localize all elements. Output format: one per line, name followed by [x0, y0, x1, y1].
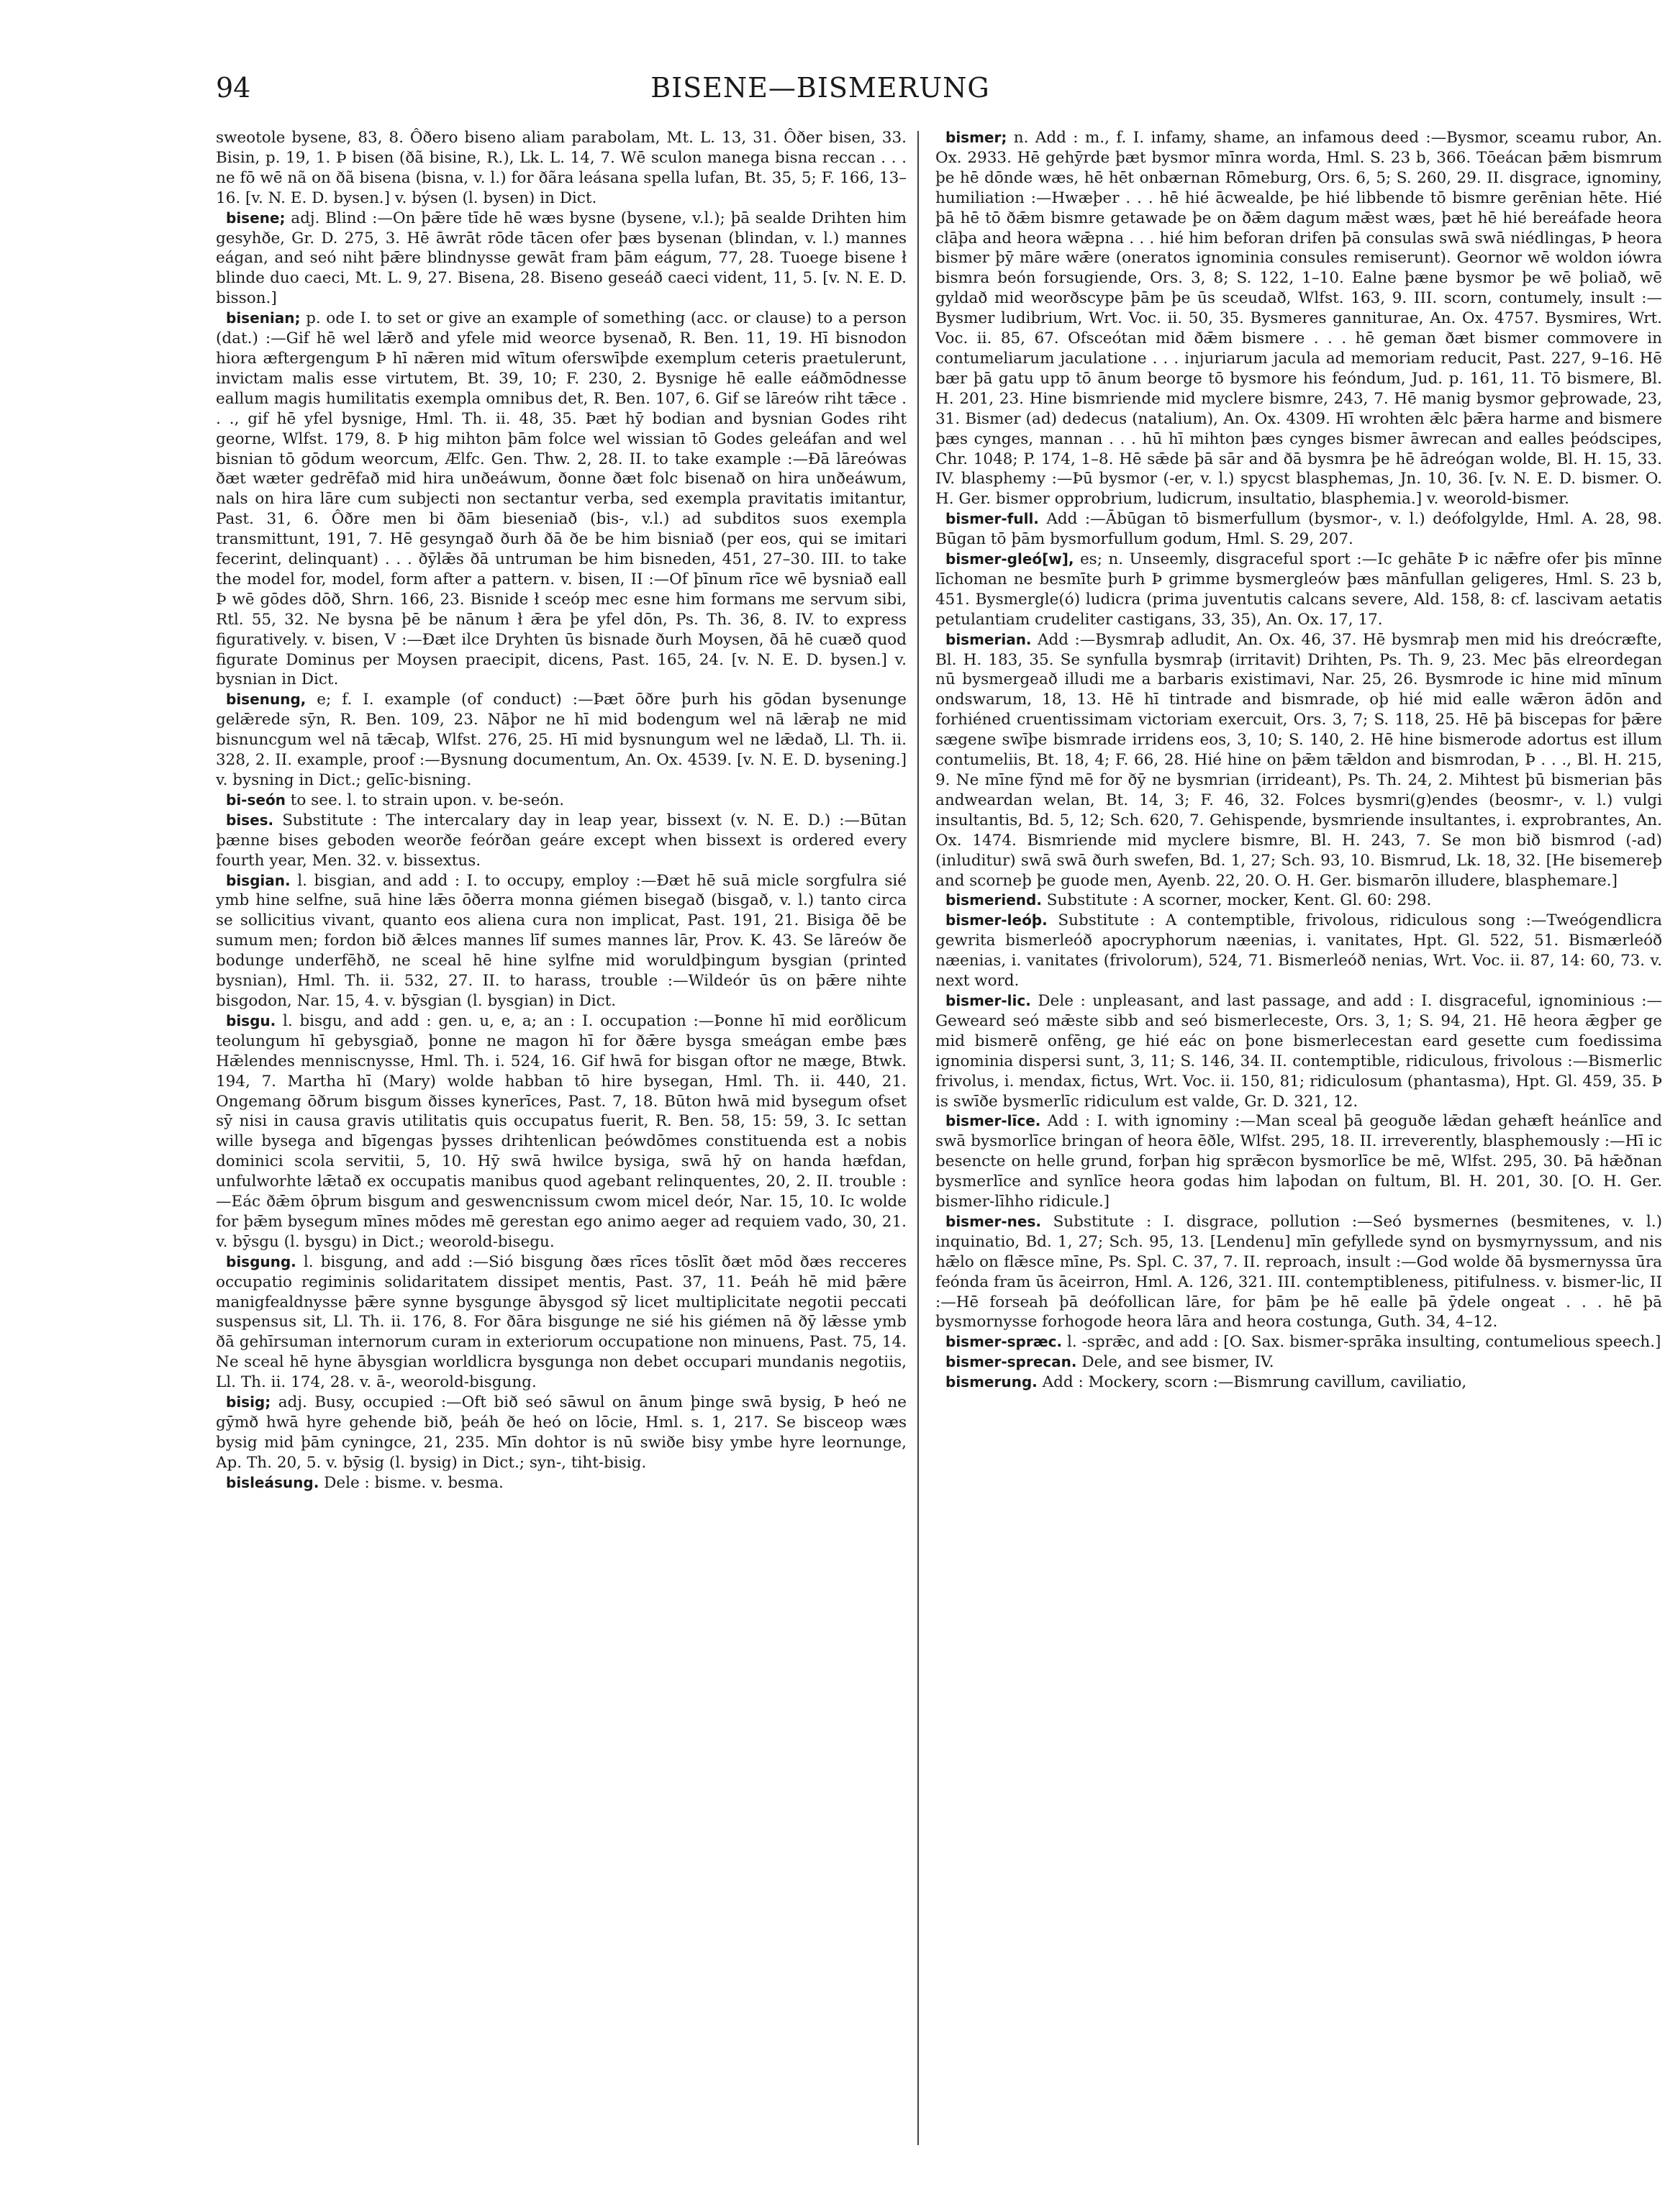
- entry-text: Substitute : I. disgrace, pollution :—Seó bysmernes (besmitenes, v. l.) inquinatio, Bd. 1, 27; Sch. 95, 13. [Lendenu] mīn gefyllede synd on bysmyrnyssum, and nis hǣlo on flǣsce mīne, Ps. Spl. C. 37, 7. II. reproach, insult :—God wolde ðā bysmernyssa ūra feónda fram ūs āceirron, Hml. A. 126, 321. III. contemptibleness, pitifulness. v. bismer-lic, II :—Hē forseah þā deófollican lāre, for þām þe hē ealle þā ȳdele ongeat . . . hē þā bysmornysse forhogode heora lāra and heora costunga, Guth. 34, 4–12.: [935, 1212, 1662, 1332]
- dictionary-entry: [216, 871, 907, 1011]
- entry-headword: bismerian.: [945, 630, 1032, 648]
- entry-text: Dele : unpleasant, and last passage, and add : I. disgraceful, ignominious :—Geweard seó mǣste sibb and seó bismerleceste, Ors. 3, 1; S. 94, 21. Hē heora ǣgþer ge mid bismerē onfēng, ge hié eác on þone bismerlecestan eard gesette cum foedissima ignominia dispersi sunt, 3, 11; S. 146, 34. II. contemptible, ridiculous, frivolous :—Bismerlic frivolus, i. mendax, fictus, Wrt. Voc. ii. 150, 81; ridiculosum (phantasma), Hpt. Gl. 459, 35. Þ is swīðe bysmerlīc ridiculum est valde, Gr. D. 321, 12.: [935, 991, 1662, 1111]
- dictionary-entry: [935, 1373, 1662, 1393]
- entry-text: Add :—Ābūgan tō bismerfullum (bysmor-, v. l.) deófolgylde, Hml. A. 28, 98. Būgan tō þām bysmorfullum godum, Hml. S. 29, 207.: [935, 510, 1662, 549]
- dictionary-entry: [216, 811, 907, 871]
- dictionary-entry: [216, 1393, 907, 1473]
- entry-text: Substitute : A contemptible, frivolous, ridiculous song :—Tweógendlicra gewrita bismerleóð apocryphorum næenias, i. vanitates, Hpt. Gl. 522, 51. Bismærleóð næenias, i. vanitates (frivolorum), 524, 71. Bismerleóð nenias, Wrt. Voc. ii. 87, 14: 60, 73. v. next word.: [935, 911, 1662, 991]
- entry-text: Substitute : A scorner, mocker, Kent. Gl. 60: 298.: [1046, 891, 1432, 910]
- entry-text: Dele : bisme. v. besma.: [324, 1473, 504, 1492]
- entry-headword: bismer-lic.: [945, 991, 1031, 1009]
- dictionary-entry: [935, 1352, 1662, 1373]
- entry-text: to see. l. to strain upon. v. be-seón.: [290, 791, 565, 809]
- entry-text: Add :—Bysmraþ adludit, An. Ox. 46, 37. Hē bysmraþ men mid his dreócræfte, Bl. H. 183, 35. Se synfulla bysmraþ (irritavit) Drihten, Ps. Th. 9, 23. Mec þās elreordegan nū bysmergeað illudi me a barbaris existimavi, Nar. 25, 26. Bysmrode ic hine mid mīnum ondswarum, 18, 13. Hē hī tintrade and bismrade, oþ hié mid ealle wǣron ādōn and forhiéned cruentissimam victoriam exercuit, Ors. 3, 7; S. 118, 25. Hē þā biscepas for þǣre sægene swīþe bismrade irridens eos, 3, 10; S. 140, 2. Hē hine bismerode adortus est illum contumeliis, Bt. 18, 4; F. 66, 28. Hié hine on þǣm tǣldon and bismrodan, Þ . . ., Bl. H. 215, 9. Ne mīne fȳnd mē for ðȳ ne bysmrian (irrideant), Ps. Th. 24, 2. Mihtest þū bismerian þās andweardan welan, Bt. 14, 3; F. 46, 32. Folces bysmri(g)endes (beosmr-, v. l.) vulgi insultantis, Bd. 5, 12; Sch. 620, 7. Gehispende, bysmriende insultantes, i. exprobrantes, An. Ox. 1474. Bismriende mid myclere bismre, Bl. H. 243, 7. Se mon bið bismrod (-ad) (inluditur) swā swā ðurh swefen, Bd. 1, 27; Sch. 93, 10. Bismrud, Lk. 18, 32. [He bisemereþ and scorneþ þe guode men, Ayenb. 22, 20. O. H. Ger. bismarōn illudere, blasphemare.]: [935, 630, 1662, 890]
- entry-headword: bismer-spræc.: [945, 1333, 1063, 1351]
- dictionary-entry: [216, 1473, 907, 1493]
- dictionary-entry: [216, 209, 907, 309]
- column-divider: [917, 131, 919, 2145]
- entry-headword: bisenian;: [226, 309, 301, 327]
- page-number: 94: [216, 72, 251, 104]
- entry-text: p. ode I. to set or give an example of something (acc. or clause) to a person (dat.) :—Gif hē wel lǣrð and yfele mid weorce bysenað, R. Ben. 11, 19. Hī bisnodon hiora æftergengum Þ hī nǣren mid wītum oferswīþde exemplum ceteris praetulerunt, invictam malis esse virtutem, Bt. 39, 10; F. 230, 2. Bysnige hē ealle eáðmōdnesse eallum magis humilitatis exempla omnibus det, R. Ben. 107, 6. Gif se lāreów riht tǣce . . ., gif hē yfel bysnige, Hml. Th. ii. 48, 35. Þæt hȳ bodian and bysnian Godes riht georne, Wlfst. 179, 8. Þ hig mihton þām folce wel wissian tō Godes geleáfan and wel bisnian tō gōdum weorcum, Ælfc. Gen. Thw. 2, 28. II. to take example :—Ðā lāreówas ðæt wæter gedrēfað mid hira unðeáwum, ðonne ðæt folc bisenað on hira unðeáwum, nals on hira lāre cum subjecti non sectantur verba, sed exempla pravitatis imitantur, Past. 31, 6. Ôðre men bi ðām bieseniað (bis-, v.l.) ad subditos suos exempla transmittunt, 191, 7. Hē gesyngað ðurh ðā ðe be him bisniað (per eos, qui se imitari fecerint, delinquant) . . . ðȳlǣs ðā untruman be him bisneden, 451, 27–30. III. to take the model for, model, form after a pattern. v. bisen, II :—Of þīnum rīce wē bysniað eall Þ wē gōdes dōð, Shrn. 166, 23. Bisnide ł sceóp mec esne him formans me servum sibi, Rtl. 55, 32. Ne bysna þē be nānum ł ǣra þe yfel dōn, Ps. Th. 36, 8. IV. to express figuratively. v. bisen, V :—Ðæt ilce Dryhten ūs bisnade ðurh Moysen, ðā hē cuæð quod figurate Dominus per Moysen praecipit, dicens, Past. 165, 24. [v. N. E. D. bysen.] v. bysnian in Dict.: [216, 309, 907, 689]
- entry-headword: bismer-līce.: [945, 1112, 1041, 1130]
- entry-text: sweotole bysene, 83, 8. Ôðero biseno aliam parabolam, Mt. L. 13, 31. Ôðer bisen, 33. Bisin, p. 19, 1. Þ bisen (ðã bisine, R.), Lk. L. 14, 7. Wē sculon manega bisna reccan . . . ne fō wē nã on ðã bisena (bisna, v. l.) for ðãra leásana spella lufan, Bt. 35, 5; F. 166, 13–16. [v. N. E. D. bysen.] v. býsen (l. bysen) in Dict.: [216, 129, 907, 207]
- entry-headword: bismer-gleó[w],: [945, 550, 1074, 568]
- entry-headword: bismer-leóþ.: [945, 911, 1048, 929]
- dictionary-entry: [216, 1252, 907, 1393]
- entry-text: l. -sprǣc, and add : [O. Sax. bismer-sprāka insulting, contumelious speech.]: [1066, 1333, 1661, 1352]
- entry-text: e; f. I. example (of conduct) :—Þæt ōðre þurh his gōdan bysenunge gelǣrede sȳn, R. Ben. 109, 23. Nāþor ne hī mid bodengum wel nā lǣraþ ne mid bisnuncgum wel nā tǣcaþ, Wlfst. 276, 25. Hī mid bysnungum wel ne lǣdað, Ll. Th. ii. 328, 2. II. example, proof :—Bysnung documentum, An. Ox. 4539. [v. N. E. D. bysening.] v. bysning in Dict.; gelīc-bisning.: [216, 691, 907, 789]
- entry-headword: bismerung.: [945, 1373, 1038, 1391]
- dictionary-entry: [935, 1332, 1662, 1352]
- dictionary-entry: [216, 791, 907, 811]
- dictionary-entry: [935, 128, 1662, 509]
- entry-text: Add : Mockery, scorn :—Bismrung cavillum, caviliatio,: [1042, 1373, 1467, 1392]
- entry-text: n. Add : m., f. I. infamy, shame, an infamous deed :—Bysmor, sceamu rubor, An. Ox. 2933. Hē gehȳrde þæt bysmor mīnra worda, Hml. S. 23 b, 366. Tōeácan þǣm bismrum þe hē dōnde wæs, hē hēt onbærnan Rōmeburg, Ors. 6, 5; S. 260, 29. II. disgrace, ignominy, humiliation :—Hwæþer . . . hē hié ācwealde, þe hié libbende tō bismre gerēnian hēte. Hié þā hē tō ðǣm bismre getawade þe on ðǣm dagum mǣst wæs, þæt hē hié bereáfade heora clāþa and heora wǣpna . . . hié him beforan drifen þā consulas swā swā niédlingas, Þ heora bismer þȳ māre wǣre (oneratos ignominia consules remiserunt). Geornor wē woldon iówra bismra beón forsugiende, Ors. 3, 8; S. 122, 1–10. Ealne þæne bysmor þe wē þoliað, wē gyldað mid weorðscype þām þe ūs sceudað, Wlfst. 163, 9. III. scorn, contumely, insult :—Bysmer ludibrium, Wrt. Voc. ii. 50, 35. Bysmeres ganniturae, An. Ox. 4757. Bysmires, Wrt. Voc. ii. 85, 67. Ofsceótan mid ðǣm bismere . . . hē geman ðæt bismer commovere in contumeliarum jaculatione . . . injuriarum jacula ad memoriam reducit, Past. 227, 9–16. Hē bær þā gatu upp tō ānum beorge tō bysmore his feóndum, Jud. p. 161, 11. Tō bismere, Bl. H. 201, 23. Hine bismriende mid myclere bismre, 243, 7. Hē manig bysmor geþrowade, 23, 31. Bismer (ad) dedecus (natalium), An. Ox. 4309. Hī wrohten ǣlc þǣra harme and bismere þæs cynges, mannan . . . hū hī mihton þæs cynges bismer āwrecan and ealles þeódscipes, Chr. 1048; P. 174, 1–8. Hē sǣde þā sār and ðā bysmra þe hē ādreógan wolde, Bl. H. 15, 33. IV. blasphemy :—Þū bysmor (-er, v. l.) spycst blasphemas, Jn. 10, 36. [v. N. E. D. bismer. O. H. Ger. bismer opprobrium, ludicrum, insultatio, blasphemia.] v. weorold-bismer.: [935, 129, 1662, 509]
- dictionary-entry: [935, 550, 1662, 630]
- entry-headword: bisene;: [226, 209, 286, 227]
- left-column: [216, 128, 907, 2164]
- dictionary-entry: [216, 128, 907, 209]
- entry-text: l. bisgung, and add :—Sió bisgung ðæs rīces tōslīt ðæt mōd ðæs recceres occupatio regiminis solidaritatem dissipet mentis, Past. 37, 11. Þeáh hē mid þǣre manigfealdnysse þǣre synne bysgunge ābysgod sȳ licet multiplicitate negotii peccati suspensus sit, Ll. Th. ii. 176, 8. For ðāra bisgunge ne sié his giémen nā ðȳ lǣsse ymb ðā gehīrsuman internorum curam in exteriorum occupatione non minuens, Past. 75, 14. Ne sceal hē hyne ābysgian worldlicra bysgunga non debet occupari mundanis negotiis, Ll. Th. ii. 174, 28. v. ā-, weorold-bisgung.: [216, 1252, 907, 1392]
- dictionary-entry: [216, 1011, 907, 1252]
- page-header: [216, 72, 1425, 115]
- entry-headword: bisgu.: [226, 1011, 276, 1029]
- dictionary-entry: [216, 309, 907, 690]
- entry-text: Substitute : The intercalary day in leap year, bissext (v. N. E. D.) :—Būtan þænne bises geboden weorðe feórðan geáre except when bissext is ordered every fourth year, Men. 32. v. bissextus.: [216, 811, 907, 870]
- entry-headword: bismeriend.: [945, 891, 1042, 909]
- entry-text: Add : I. with ignominy :—Man sceal þā geoguðe lǣdan gehæft heánlīce and swā bysmorlīce bringan of heora ēðle, Wlfst. 295, 18. II. irreverently, blasphemously :—Hī ic besencte on helle grund, forþan hig sprǣcon bysmorlīce be mē, Wlfst. 295, 30. Þā hǣðnan bysmerlīce and synlīce heora godas him laþodan on fultum, Bl. H. 201, 30. [O. H. Ger. bismer-līhho ridicule.]: [935, 1112, 1662, 1211]
- entry-headword: bismer;: [945, 129, 1007, 146]
- entry-text: Dele, and see bismer, IV.: [1081, 1353, 1274, 1372]
- dictionary-entry: [216, 690, 907, 791]
- entry-headword: bisleásung.: [226, 1473, 319, 1491]
- entry-headword: bi-seón: [226, 791, 286, 809]
- dictionary-entry: [935, 509, 1662, 550]
- entry-text: adj. Blind :—On þǣre tīde hē wæs bysne (bysene, v.l.); þā sealde Drihten him gesyhðe, Gr. D. 275, 3. Hē āwrāt rōde tācen ofer þæs bysenan (blindan, v. l.) mannes eágan, and seó niht þǣre blindnysse gewāt fram þām eágum, 77, 28. Tuoege bisene ł blinde duo caeci, Mt. L. 9, 27. Bisena, 28. Biseno geseáð caeci vident, 11, 5. [v. N. E. D. bisson.]: [216, 209, 907, 308]
- entry-headword: bisgung.: [226, 1252, 296, 1270]
- dictionary-entry: [935, 891, 1662, 911]
- running-head: BISENE—BISMERUNG: [650, 72, 990, 104]
- entry-headword: bises.: [226, 811, 274, 829]
- entry-text: l. bisgian, and add : I. to occupy, employ :—Ðæt hē suā micle sorgfulra sié ymb hine selfne, suā hine lǣs ōðerra monna giémen bisegað (bisgað, v. l.) tanto circa se sollicitius vivant, quanto eos aliena cura non implicat, Past. 191, 21. Bisiga ðē be sumum men; fordon bið ǣlces mannes līf sumes mannes lār, Prov. K. 43. Se lāreów ðe bodunge underfēhð, ne sceal hē hine sylfne mid woruldþingum bysgian (printed bysnian), Hml. Th. ii. 532, 27. II. to harass, trouble :—Wildeór ūs on þǣre nihte bisgodon, Nar. 15, 4. v. bȳsgian (l. bysgian) in Dict.: [216, 871, 907, 1010]
- dictionary-entry: [935, 991, 1662, 1111]
- dictionary-entry: [935, 1212, 1662, 1332]
- right-column: [935, 128, 1662, 2164]
- dictionary-entry: [935, 630, 1662, 891]
- entry-headword: bismer-sprecan.: [945, 1353, 1077, 1371]
- dictionary-entry: [935, 911, 1662, 991]
- entry-text: es; n. Unseemly, disgraceful sport :—Ic gehāte Þ ic nǣfre ofer þis mīnne līchoman ne besmīte þurh Þ grimme bysmergleów þæs mānfullan geligeres, Hml. S. 23 b, 451. Bysmergle(ó) ludicra (prima juventutis calcans severe, Ald. 158, 8: cf. lascivam aetatis petulantiam crudeliter castigans, 33, 35), An. Ox. 17, 17.: [935, 550, 1662, 629]
- entry-headword: bismer-nes.: [945, 1212, 1041, 1230]
- entry-headword: bisig;: [226, 1393, 271, 1411]
- entry-text: adj. Busy, occupied :—Oft bið seó sāwul on ānum þinge swā bysig, Þ heó ne gȳmð hwā hyre gehende bið, þeáh ðe heó on lōcie, Hml. s. 1, 217. Se bisceop wæs bysig mid þām cyningce, 21, 235. Mīn dohtor is nū swiðe bisy ymbe hyre leornunge, Ap. Th. 20, 5. v. bȳsig (l. bysig) in Dict.; syn-, tiht-bisig.: [216, 1393, 907, 1472]
- entry-headword: bisenung,: [226, 691, 307, 709]
- entry-text: l. bisgu, and add : gen. u, e, a; an : I. occupation :—Þonne hī mid eorðlicum teolungum hī gebysgiað, þonne ne magon hī for ðǣre bysga smeágan embe þæs Hǣlendes mennisсnysse, Hml. Th. i. 524, 16. Gif hwā for bisgan oftor ne mæge, Btwk. 194, 7. Martha hī (Mary) wolde habban tō hire bysegan, Hml. Th. ii. 440, 21. Ongemang ōðrum bisgum ðisses kynerīces, Past. 7, 18. Būton hwā mid bysegum ofset sȳ nisi in causa gravis utilitatis quis occupatus fuerit, R. Ben. 58, 15: 59, 3. Ic settan wille bysega and bīgengas þysses drihtenlican þeówdōmes constituenda est a nobis dominici scola servitii, 5, 10. Hȳ swā hwilce bysiga, swā hȳ on handa hæfdan, unfulworhte lǣtað ex occupatis manibus quod agebant relinquentes, 20, 2. II. trouble :—Eác ðǣm ōþrum bisgum and geswencnissum cwom micel deór, Nar. 15, 10. Ic wolde for þǣm bysegum mīnes mōdes mē gerestan ego animo aeger ad requiem vado, 30, 21. v. bȳsgu (l. bysgu) in Dict.; weorold-bisegu.: [216, 1011, 907, 1251]
- entry-headword: bismer-full.: [945, 510, 1039, 528]
- entry-headword: bisgian.: [226, 871, 291, 889]
- dictionary-entry: [935, 1111, 1662, 1212]
